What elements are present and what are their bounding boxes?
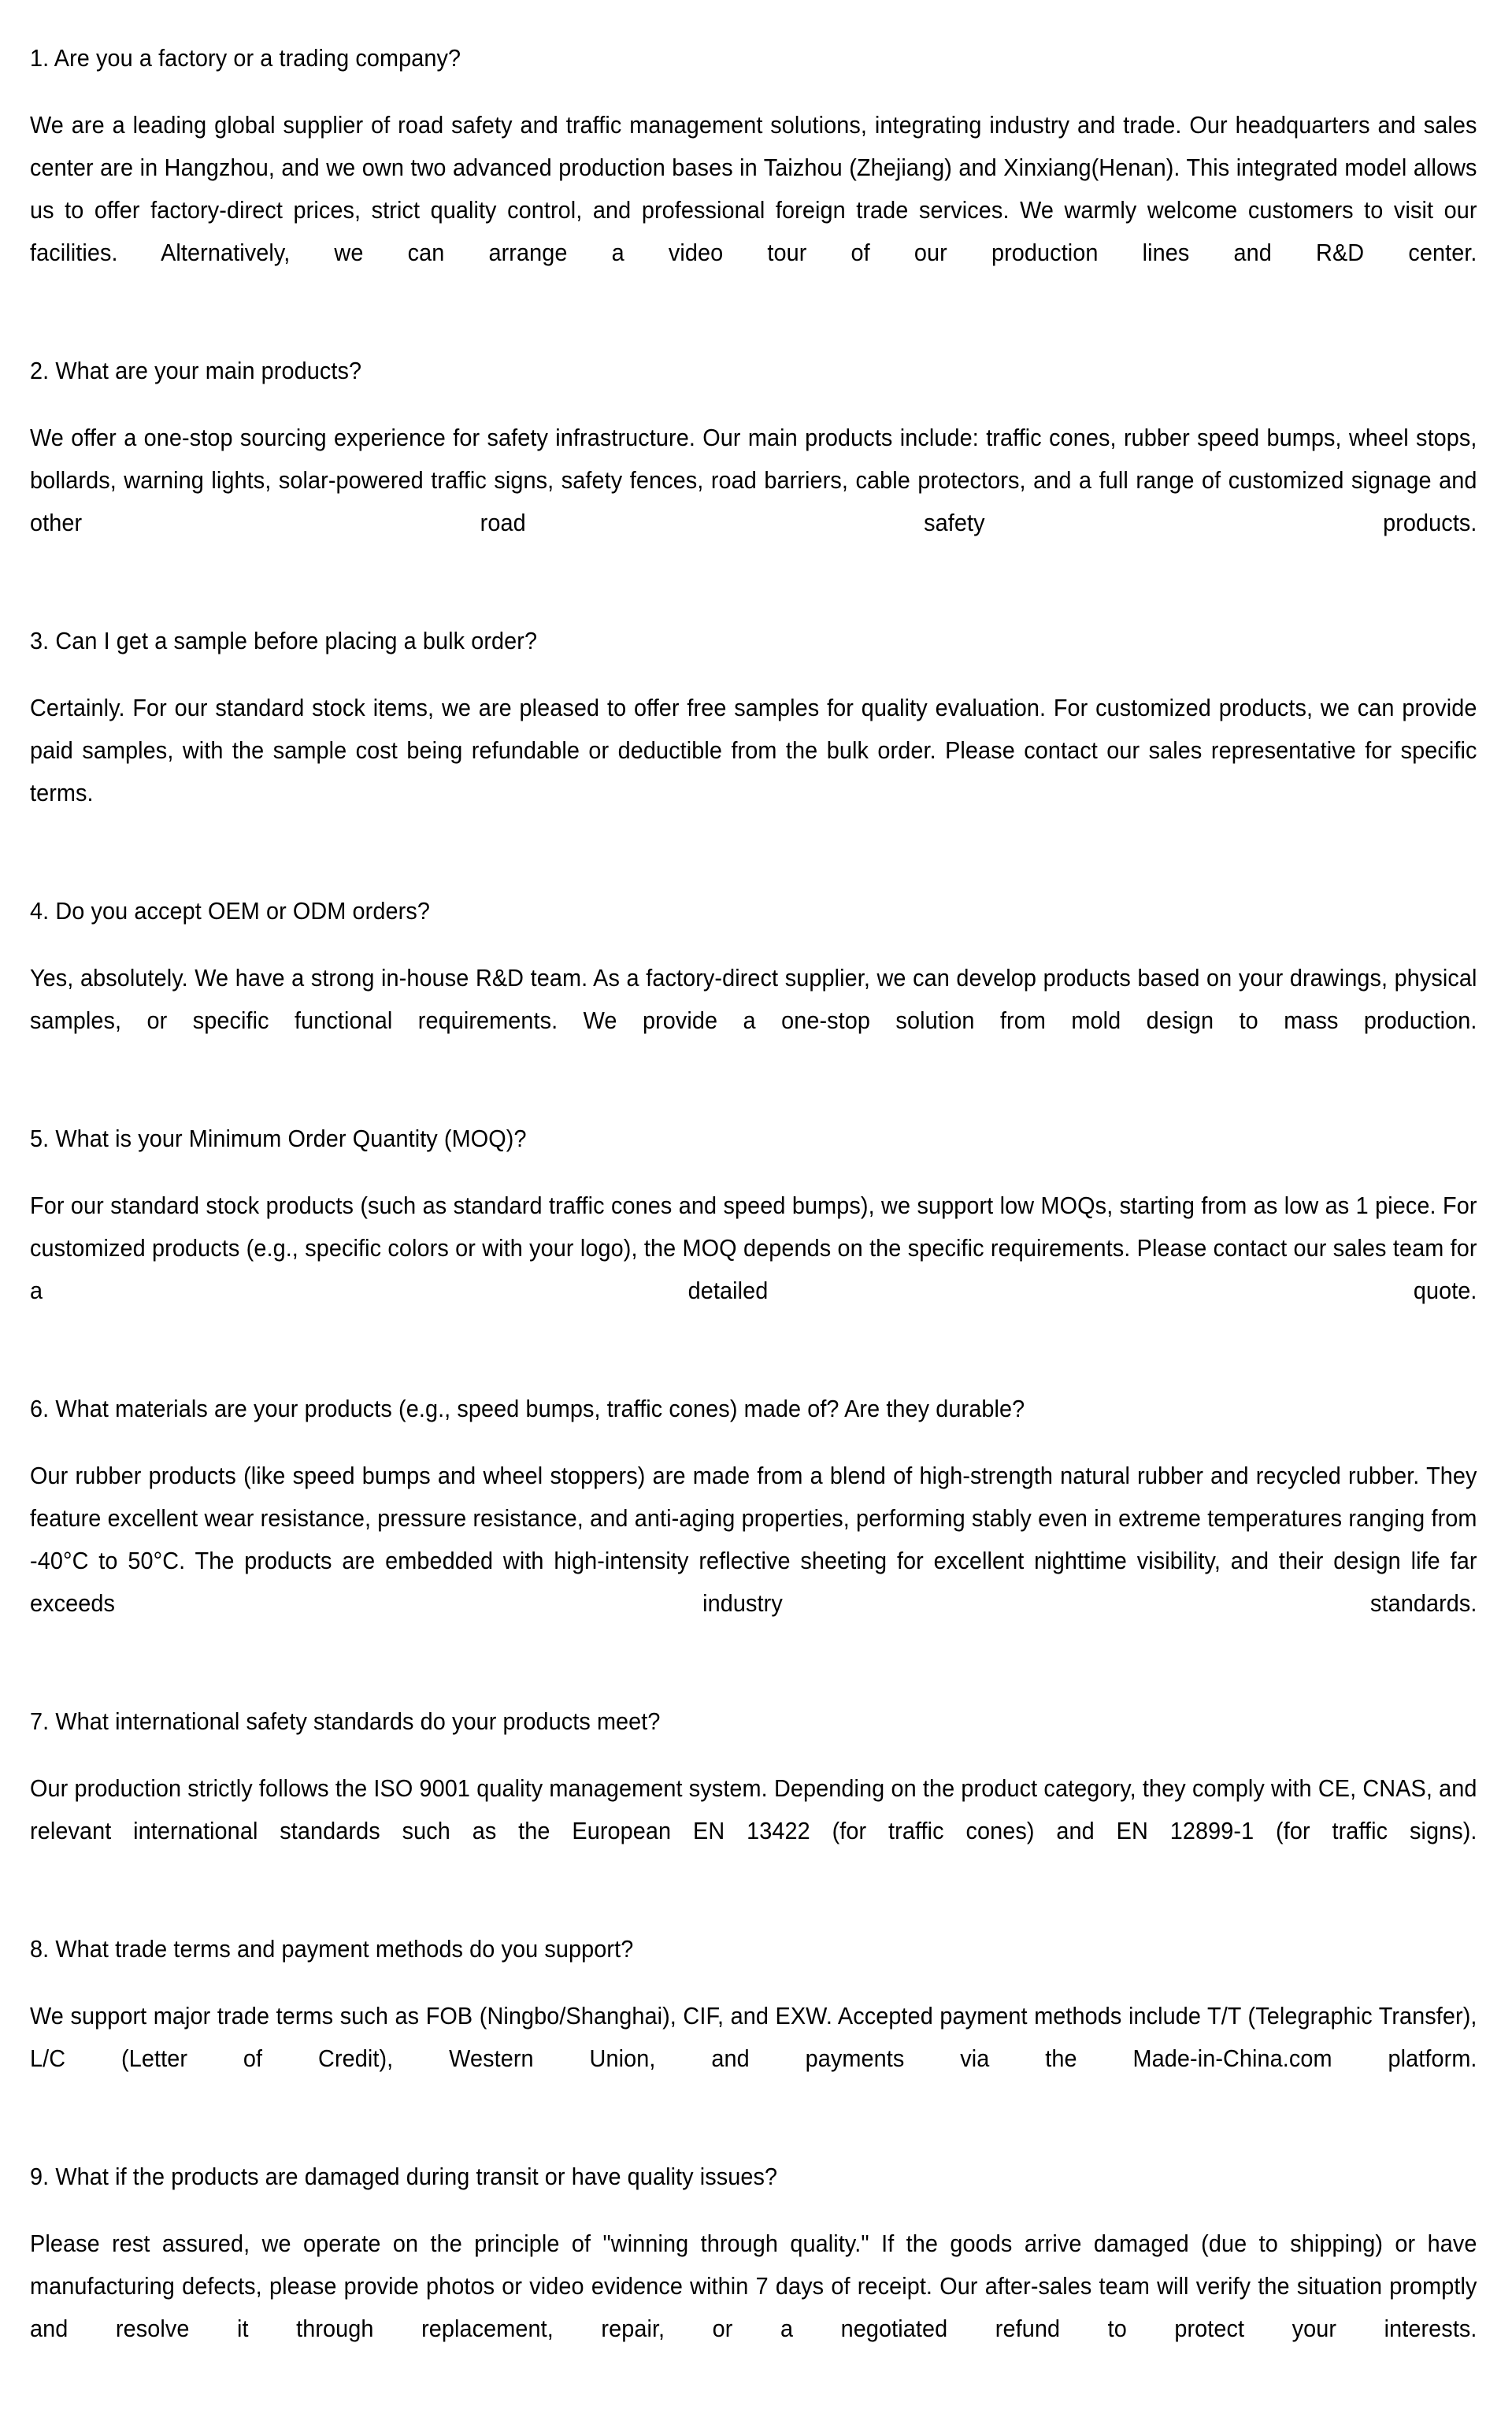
faq-item [30, 1388, 1484, 1667]
faq-item [30, 2156, 1484, 2393]
faq-item [30, 1118, 1484, 1355]
faq-answer: Our rubber products (like speed bumps and wheel stoppers) are made from a blend of high-strength natural rubber and recycled rubber. They feature excellent wear resistance, pressure resistance, and anti-aging properties, performing stably even in extreme temperatures ranging from -40°C to 50°C. The products are embedded with high-intensity reflective sheeting for excellent nighttime visibility, and their design life far exceeds industry standards. [30, 1462, 1484, 1617]
faq-item [30, 350, 1484, 587]
faq-question: 8. What trade terms and payment methods do you support? [30, 1935, 634, 1963]
faq-item [30, 890, 1484, 1084]
faq-answer: We offer a one-stop sourcing experience for safety infrastructure. Our main products include: traffic cones, rubber speed bumps, wheel stops, bollards, warning lights, solar-powered traffic signs, safety fences, road barriers, cable protectors, and a full range of customized signage and other road safety products. [30, 424, 1484, 536]
faq-question: 4. Do you accept OEM or ODM orders? [30, 897, 430, 925]
faq-item [30, 37, 1484, 317]
faq-answer: We support major trade terms such as FOB (Ningbo/Shanghai), CIF, and EXW. Accepted payment methods include T/T (Telegraphic Transfer), L/C (Letter of Credit), Western Union, and payments via the Made-in-China.com platform. [30, 2002, 1484, 2072]
faq-question: 2. What are your main products? [30, 357, 362, 384]
faq-question: 3. Can I get a sample before placing a bulk order? [30, 627, 538, 654]
faq-question: 9. What if the products are damaged during transit or have quality issues? [30, 2163, 778, 2190]
faq-question: 6. What materials are your products (e.g., speed bumps, traffic cones) made of? Are they durable? [30, 1395, 1025, 1422]
faq-answer: Our production strictly follows the ISO 9001 quality management system. Depending on the product category, they comply with CE, CNAS, and relevant international standards such as the European EN 13422 (for traffic cones) and EN 12899-1 (for traffic signs). [30, 1774, 1484, 1844]
faq-answer: Certainly. For our standard stock items, we are pleased to offer free samples for quality evaluation. For customized products, we can provide paid samples, with the sample cost being refundable or deductible from the bulk order. Please contact our sales representative for specific terms. [30, 694, 1484, 806]
faq-answer: Yes, absolutely. We have a strong in-house R&D team. As a factory-direct supplier, we can develop products based on your drawings, physical samples, or specific functional requirements. We provide a one-stop solution from mold design to mass production. [30, 964, 1484, 1034]
faq-question: 5. What is your Minimum Order Quantity (MOQ)? [30, 1125, 527, 1152]
faq-answer: For our standard stock products (such as standard traffic cones and speed bumps), we support low MOQs, starting from as low as 1 piece. For customized products (e.g., specific colors or with your logo), the MOQ depends on the specific requirements. Please contact our sales team for a detailed quote. [30, 1192, 1484, 1304]
faq-item [30, 620, 1484, 857]
faq-item [30, 1700, 1484, 1895]
faq-question: 7. What international safety standards do your products meet? [30, 1707, 661, 1735]
faq-answer: Please rest assured, we operate on the principle of "winning through quality." If the goods arrive damaged (due to shipping) or have manufacturing defects, please provide photos or video evidence within 7 days of receipt. Our after-sales team will verify the situation promptly and resolve it through replacement, repair, or a negotiated refund to protect your interests. [30, 2230, 1484, 2342]
faq-question: 1. Are you a factory or a trading company? [30, 44, 461, 72]
faq-item [30, 1928, 1484, 2122]
faq-answer: We are a leading global supplier of road safety and traffic management solutions, integrating industry and trade. Our headquarters and sales center are in Hangzhou, and we own two advanced production bases in Taizhou (Zhejiang) and Xinxiang(Henan). This integrated model allows us to offer factory-direct prices, strict quality control, and professional foreign trade services. We warmly welcome customers to visit our facilities. Alternatively, we can arrange a video tour of our production lines and R&D center. [30, 111, 1484, 266]
